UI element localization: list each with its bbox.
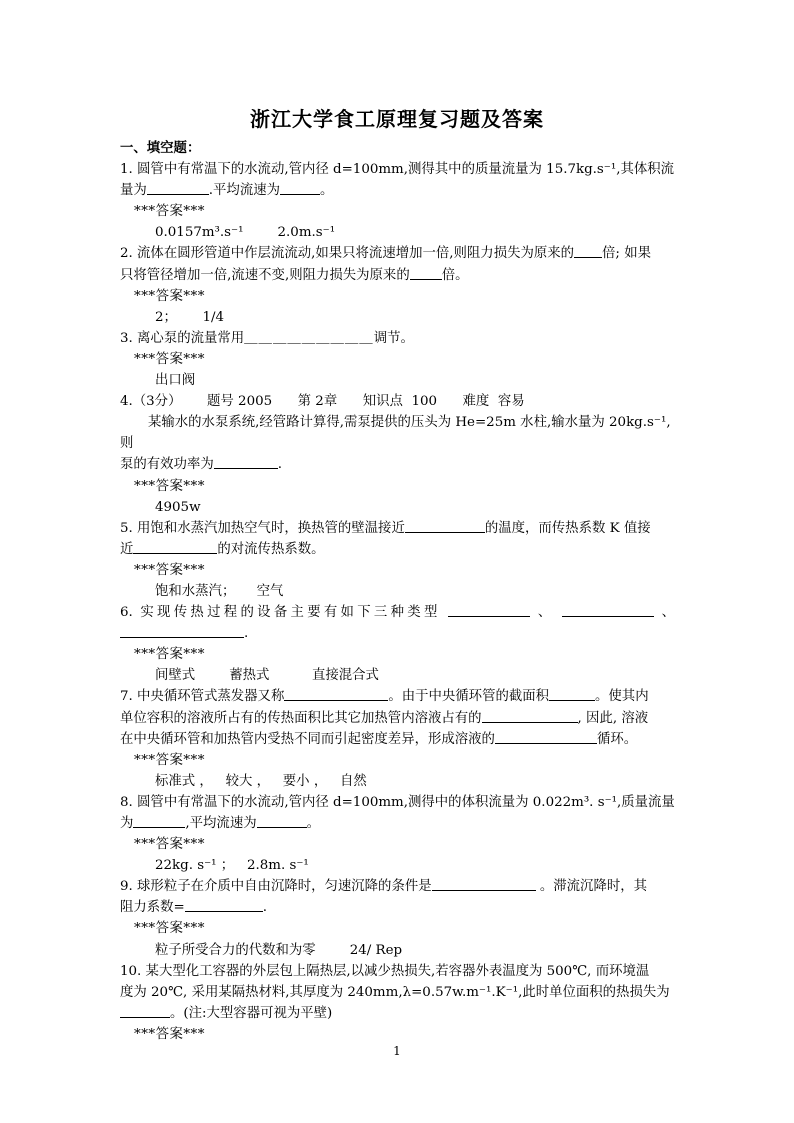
question-2-line-1 bbox=[120, 243, 675, 264]
question-7-answer: 标准式 ， 较大 ， 要小 ， 自然 bbox=[155, 773, 367, 789]
answer-blank-dashes: ＿＿＿＿＿＿＿＿＿ bbox=[244, 330, 374, 346]
section-heading: 一、填空题： bbox=[120, 140, 201, 156]
answer-label: ***答案*** bbox=[134, 1026, 205, 1042]
answer-label: ***答案*** bbox=[134, 288, 205, 304]
question-6-separator: 、 bbox=[537, 605, 555, 621]
answer-blank bbox=[410, 266, 442, 280]
question-6-line-1 bbox=[120, 602, 675, 623]
question-8-text: 。 bbox=[306, 816, 320, 831]
question-3-text: 3. 离心泵的流量常用 bbox=[120, 330, 245, 346]
answer-label: ***答案*** bbox=[134, 478, 205, 494]
question-9-text: 9. 球形粒子在介质中自由沉降时，匀速沉降的条件是 bbox=[120, 879, 432, 895]
question-4-answer: 4905w bbox=[155, 499, 201, 515]
question-3-text: 调节。 bbox=[373, 330, 414, 346]
question-4-text: . bbox=[277, 457, 282, 473]
answer-label: ***答案*** bbox=[134, 204, 205, 220]
question-2-line-2 bbox=[120, 265, 675, 286]
question-9-line-2 bbox=[120, 897, 675, 918]
question-4-text: 泵的有效功率为 bbox=[120, 457, 214, 473]
answer-blank bbox=[448, 603, 530, 617]
question-2-text: 倍; 如果 bbox=[602, 246, 651, 262]
question-7-line-3 bbox=[120, 729, 675, 750]
question-1-text: 1. 圆管中有常温下的水流动,管内径 d=100mm,测得其中的质量流量为 15.7kg.s⁻¹,其体积流 bbox=[120, 162, 675, 178]
answer-blank bbox=[185, 898, 263, 912]
answer-blank bbox=[133, 540, 217, 554]
answer-label: ***答案*** bbox=[134, 921, 205, 937]
question-7-text: 循环。 bbox=[596, 731, 638, 747]
answer-blank bbox=[284, 687, 388, 701]
question-5-line-1 bbox=[120, 518, 675, 539]
question-1-line-2 bbox=[120, 180, 675, 201]
question-10-line-3 bbox=[120, 1003, 675, 1024]
question-1-text: 。 bbox=[320, 183, 334, 199]
question-9-text: . bbox=[262, 900, 268, 916]
page-number: 1 bbox=[393, 1044, 401, 1058]
question-6-answer: 间壁式 蓄热式 直接混合式 bbox=[155, 668, 379, 684]
question-7-line-1 bbox=[120, 686, 675, 707]
answer-blank bbox=[574, 244, 602, 258]
question-9-line-1 bbox=[120, 876, 675, 897]
question-5-text: 5. 用饱和水蒸汽加热空气时，换热管的壁温接近 bbox=[120, 520, 405, 536]
answer-label: ***答案*** bbox=[134, 752, 205, 768]
question-2-text: 倍。 bbox=[441, 267, 469, 283]
question-8-answer: 22kg. s⁻¹ ； 2.8m. s⁻¹ bbox=[155, 858, 309, 874]
document-title: 浙江大学食工原理复习题及答案 bbox=[250, 107, 544, 131]
question-7-text: 。使其内 bbox=[595, 689, 649, 705]
answer-blank bbox=[562, 603, 654, 617]
answer-label: ***答案*** bbox=[134, 837, 205, 853]
question-1-text: .平均流速为 bbox=[208, 183, 280, 199]
question-10-line-2: 度为 20℃, 采用某隔热材料,其厚度为 240mm,λ=0.57w.m⁻¹.K⁻¹,此时单位面积的热损失为 bbox=[120, 984, 670, 1000]
question-1-answer: 0.0157m³.s⁻¹ 2.0m.s⁻¹ bbox=[155, 225, 336, 241]
answer-blank bbox=[432, 877, 536, 891]
question-8-text: 为 bbox=[120, 816, 134, 831]
answer-blank bbox=[120, 624, 244, 638]
question-3-line-1 bbox=[120, 328, 675, 349]
question-7-text: , 因此, 溶液 bbox=[577, 710, 649, 726]
question-6-line-2 bbox=[120, 623, 675, 644]
question-7-text: 单位容积的溶液所占有的传热面积比其它加热管内溶液占有的 bbox=[120, 710, 482, 726]
question-9-answer: 粒子所受合力的代数和为零 24/ Rep bbox=[155, 942, 403, 958]
question-4-line-1: 某输水的水泵系统,经管路计算得,需泵提供的压头为 He=25m 水柱,输水量为 20kg.s⁻¹,则 bbox=[120, 415, 671, 452]
answer-label: ***答案*** bbox=[134, 647, 205, 663]
question-8-line-1: 8. 圆管中有常温下的水流动,管内径 d=100mm,测得中的体积流量为 0.022m³. s⁻¹,质量流量 bbox=[120, 794, 675, 810]
answer-blank bbox=[549, 687, 595, 701]
question-7-text: 在中央循环管和加热管内受热不同而引起密度差异，形成溶液的 bbox=[120, 731, 495, 747]
question-3-answer: 出口阀 bbox=[155, 373, 196, 389]
answer-blank bbox=[405, 519, 485, 533]
question-10-text: 。(注:大型容器可视为平壁) bbox=[170, 1005, 333, 1021]
question-5-line-2 bbox=[120, 539, 675, 560]
answer-blank bbox=[133, 814, 185, 828]
question-4-line-2 bbox=[120, 454, 675, 475]
question-7-text: 。由于中央循环管的截面积 bbox=[388, 689, 550, 705]
question-7-text: 7. 中央循环管式蒸发器又称 bbox=[120, 689, 285, 705]
question-6-separator: 、 bbox=[661, 605, 676, 621]
question-10-line-1: 10. 某大型化工容器的外层包上隔热层,以减少热损失,若容器外表温度为 500℃, 而环境温 bbox=[120, 963, 650, 979]
answer-blank bbox=[257, 814, 307, 828]
question-6-text: . bbox=[244, 626, 249, 642]
question-1-line-1 bbox=[120, 159, 675, 180]
question-8-line-2 bbox=[120, 813, 675, 834]
question-2-text: 2. 流体在圆形管道中作层流流动,如果只将流速增加一倍,则阻力损失为原来的 bbox=[120, 246, 575, 262]
question-2-answer: 2； 1/4 bbox=[155, 309, 224, 325]
question-4-header: 4.（3分） 题号 2005 第 2章 知识点 100 难度 容易 bbox=[120, 394, 525, 410]
question-7-line-2 bbox=[120, 708, 675, 729]
question-5-text: 的对流传热系数。 bbox=[217, 541, 325, 557]
question-6-text: 6. 实现传热过程的设备主要有如下三种类型 bbox=[120, 605, 441, 621]
question-9-text: 阻力系数= bbox=[120, 900, 185, 916]
answer-blank bbox=[147, 181, 209, 195]
question-2-text: 只将管径增加一倍,流速不变,则阻力损失为原来的 bbox=[120, 267, 410, 283]
answer-blank bbox=[214, 455, 278, 469]
question-5-text: 的温度，而传热系数 K 值接 bbox=[484, 520, 651, 536]
question-1-text: 量为 bbox=[120, 183, 147, 199]
answer-label: ***答案*** bbox=[134, 351, 205, 367]
document-body bbox=[120, 138, 675, 1045]
answer-blank bbox=[280, 181, 320, 195]
answer-label: ***答案*** bbox=[134, 562, 205, 578]
question-5-text: 近 bbox=[120, 541, 134, 557]
question-8-text: ,平均流速为 bbox=[185, 816, 257, 831]
answer-blank bbox=[495, 730, 597, 744]
question-5-answer: 饱和水蒸汽； 空气 bbox=[155, 583, 284, 599]
answer-blank bbox=[120, 1004, 170, 1018]
question-9-text: 。滞流沉降时，其 bbox=[535, 879, 648, 895]
answer-blank bbox=[482, 709, 578, 723]
